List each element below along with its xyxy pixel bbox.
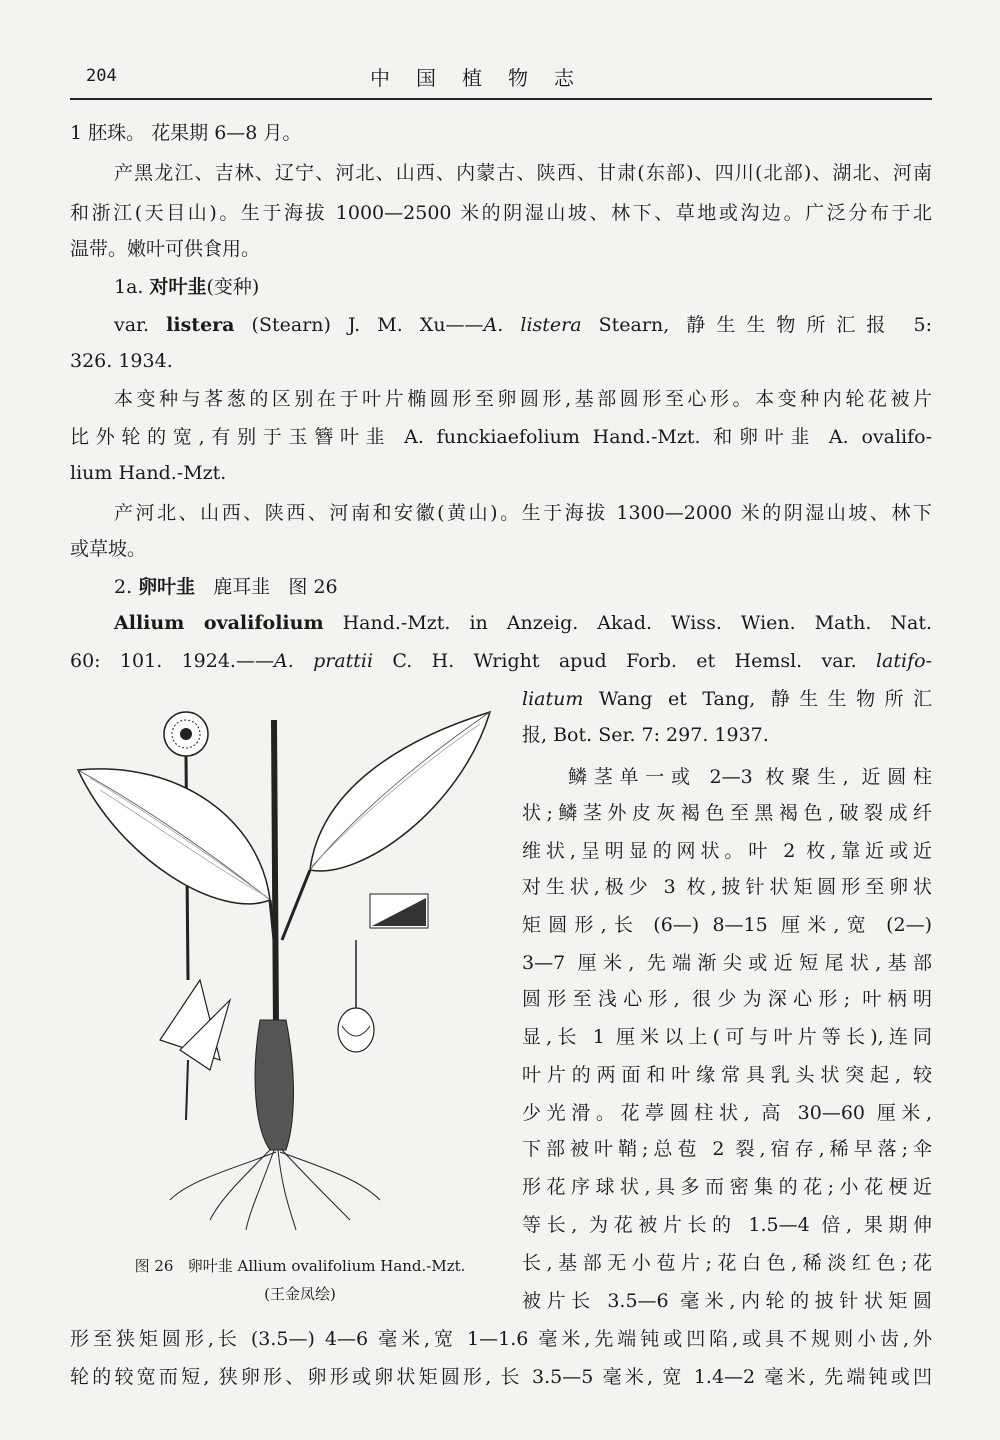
- text-line: 维状,呈明显的网状。叶 2 枚,靠近或近: [522, 840, 932, 862]
- heading-number: 1a.: [114, 276, 150, 298]
- text-line: 轮的较宽而短, 狭卵形、卵形或卵状矩圆形, 长 3.5—5 毫米, 宽 1.4—2 毫米, 先端钝或凹: [70, 1366, 932, 1388]
- text-line: 矩圆形,长 (6—) 8—15 厘米,宽 (2—): [522, 914, 932, 936]
- text-line: 长,基部无小苞片;花白色,稀淡红色;花: [522, 1252, 932, 1274]
- text-line: 鳞茎单一或 2—3 枚聚生, 近圆柱: [568, 766, 932, 788]
- citation-part: 60: 101. 1924.——: [70, 650, 274, 672]
- page-number: 204: [86, 66, 117, 86]
- text-line: 和浙江(天目山)。生于海拔 1000—2500 米的阴湿山坡、林下、草地或沟边。广泛分布于北: [70, 202, 932, 224]
- text-line: 状;鳞茎外皮灰褐色至黑褐色,破裂成纤: [522, 802, 932, 824]
- text-line: 少光滑。花葶圆柱状, 高 30—60 厘米,: [522, 1102, 932, 1124]
- roots: [170, 1150, 380, 1230]
- citation-epithet: liatum: [522, 688, 584, 710]
- text-line: 形至狭矩圆形,长 (3.5—) 4—6 毫米,宽 1—1.6 毫米,先端钝或凹陷,或具不规则小齿,外: [70, 1328, 932, 1350]
- citation-line: [70, 648, 932, 674]
- caption-title: 图 26 卵叶韭 Allium ovalifolium Hand.-Mzt.: [134, 1257, 466, 1275]
- running-title: 中国植物志: [370, 66, 600, 90]
- text-line: 显,长 1 厘米以上(可与叶片等长),连同: [522, 1026, 932, 1048]
- text-line: 报, Bot. Ser. 7: 297. 1937.: [522, 724, 769, 746]
- text-line: 温带。嫩叶可供食用。: [70, 238, 261, 260]
- citation-epithet: listera: [166, 314, 235, 336]
- citation-synonym: A. prattii: [273, 650, 374, 672]
- text-line: [522, 686, 932, 712]
- citation-part: var.: [114, 314, 167, 336]
- citation-synonym: A. listera: [483, 314, 582, 336]
- bulb: [255, 1020, 293, 1150]
- text-line: 产河北、山西、陕西、河南和安徽(黄山)。生于海拔 1300—2000 米的阴湿山坡、林下: [114, 502, 932, 524]
- heading-suffix: 鹿耳韭 图 26: [195, 576, 338, 598]
- page-header: [70, 62, 932, 100]
- text-line: 或草坡。: [70, 538, 147, 560]
- citation-part: Wang et Tang, 静生生物所汇: [583, 688, 932, 710]
- figure-caption: [100, 1252, 500, 1308]
- text-line: 比外轮的宽,有别于玉簪叶韭 A. funckiaefolium Hand.-Mzt. 和卵叶韭 A. ovalifo-: [70, 426, 932, 448]
- text-line: 等长, 为花被片长的 1.5—4 倍, 果期伸: [522, 1214, 932, 1236]
- citation-epithet: latifo-: [875, 650, 932, 672]
- heading-name: 对叶韭: [149, 276, 207, 298]
- leaf-left: [78, 769, 270, 904]
- ovary-detail: [338, 940, 374, 1052]
- citation-part: (Stearn) J. M. Xu——: [234, 314, 484, 336]
- text-line: lium Hand.-Mzt.: [70, 462, 227, 484]
- text-line: 对生状,极少 3 枚,披针状矩圆形至卵状: [522, 876, 932, 898]
- section-heading-1a: [114, 274, 259, 300]
- flower-detail: [160, 980, 230, 1120]
- bract-detail: [370, 894, 428, 928]
- text-line: 被片长 3.5—6 毫米,内轮的披针状矩圆: [522, 1290, 932, 1312]
- figure-26-illustration: [60, 700, 520, 1240]
- heading-suffix: (变种): [206, 276, 260, 298]
- citation-part: Hand.-Mzt. in Anzeig. Akad. Wiss. Wien. Math. Nat.: [323, 612, 932, 634]
- text-line: 圆形至浅心形, 很少为深心形; 叶柄明: [522, 988, 932, 1010]
- caption-credit: (王金凤绘): [264, 1285, 336, 1303]
- heading-name: 卵叶韭: [138, 576, 196, 598]
- text-line: 产黑龙江、吉林、辽宁、河北、山西、内蒙古、陕西、甘肃(东部)、四川(北部)、湖北、河南: [114, 162, 932, 184]
- citation-line: [114, 610, 932, 636]
- text-line: 本变种与茖葱的区别在于叶片椭圆形至卵圆形,基部圆形至心形。本变种内轮花被片: [114, 388, 932, 410]
- text-line: 326. 1934.: [70, 350, 173, 372]
- flower-head: [164, 712, 208, 756]
- section-heading-2: [114, 574, 338, 600]
- text-line: 下部被叶鞘;总苞 2 裂,宿存,稀早落;伞: [522, 1138, 932, 1160]
- text-line: 3—7 厘米, 先端渐尖或近短尾状,基部: [522, 952, 932, 974]
- text-line: 形花序球状,具多而密集的花;小花梗近: [522, 1176, 932, 1198]
- citation-line: [114, 312, 932, 338]
- plant-drawing: [60, 700, 520, 1240]
- heading-number: 2.: [114, 576, 139, 598]
- citation-part: Stearn, 静生生物所汇报 5:: [581, 314, 933, 336]
- species-name: Allium ovalifolium: [114, 612, 324, 634]
- text-line: 叶片的两面和叶缘常具乳头状突起, 较: [522, 1064, 932, 1086]
- text-line: 1 胚珠。 花果期 6—8 月。: [70, 122, 302, 144]
- main-stem: [274, 720, 276, 1030]
- citation-part: C. H. Wright apud Forb. et Hemsl. var.: [373, 650, 876, 672]
